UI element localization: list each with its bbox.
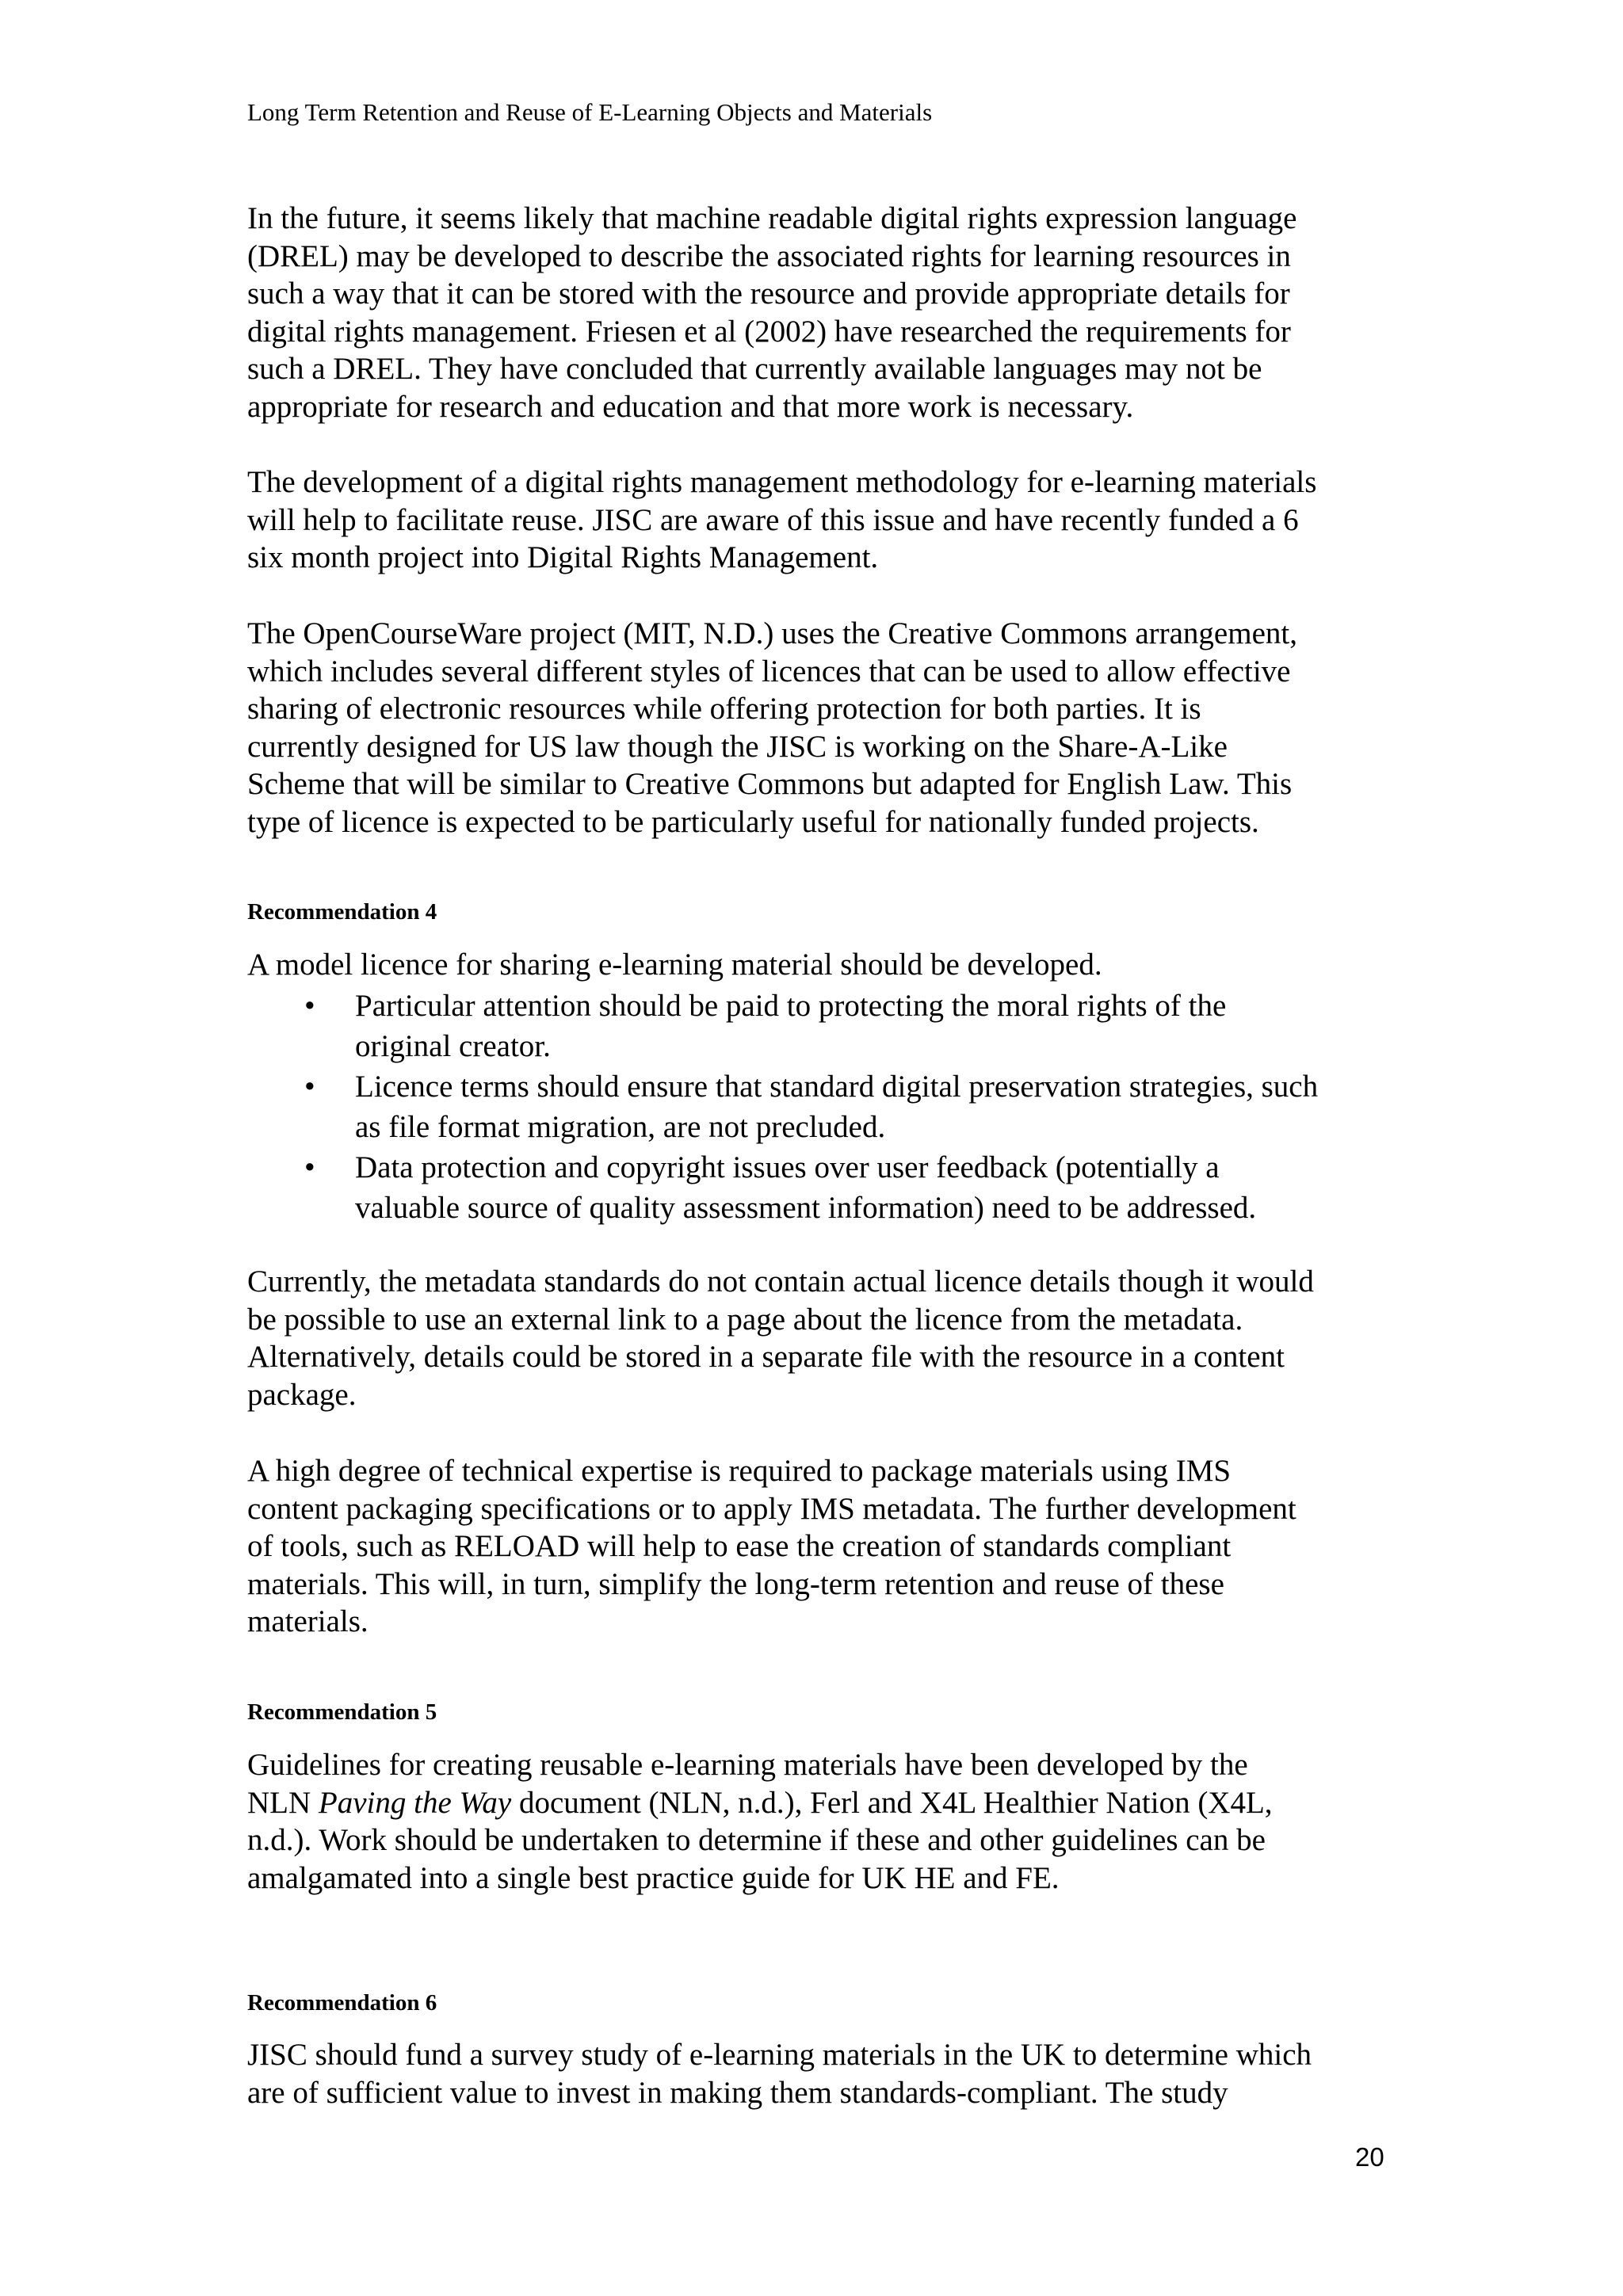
text-line: A high degree of technical expertise is required to package materials using IMS xyxy=(247,1454,1232,1488)
bullet-icon: • xyxy=(304,1070,315,1104)
running-header: Long Term Retention and Reuse of E-Learning Objects and Materials xyxy=(247,98,933,126)
text-line: are of sufficient value to invest in making them standards-compliant. The study xyxy=(247,2075,1228,2110)
text-line: which includes several different styles of licences that can be used to allow effective xyxy=(247,654,1291,688)
text-fragment: document (NLN, n.d.), Ferl and X4L Healthier Nation (X4L, xyxy=(511,1785,1273,1820)
text-line: In the future, it seems likely that machine readable digital rights expression language xyxy=(247,201,1297,235)
bullet-item xyxy=(247,986,1396,1066)
text-line: package. xyxy=(247,1377,357,1412)
recommendation-4-heading: Recommendation 4 xyxy=(247,899,437,925)
text-line: A model licence for sharing e-learning material should be developed. xyxy=(247,948,1102,982)
text-line: Guidelines for creating reusable e-learning materials have been developed by the xyxy=(247,1748,1248,1782)
text-line xyxy=(247,1784,1396,1822)
page-number: 20 xyxy=(1355,2142,1384,2172)
text-line: digital rights management. Friesen et al (2002) have researched the requirements for xyxy=(247,314,1291,349)
bullet-icon: • xyxy=(304,1150,315,1184)
recommendation-4-intro xyxy=(247,946,1396,984)
text-line: amalgamated into a single best practice guide for UK HE and FE. xyxy=(247,1860,1060,1895)
document-title-italic: Paving the Way xyxy=(318,1785,512,1820)
paragraph-technical-expertise xyxy=(247,1452,1396,1641)
text-line: JISC should fund a survey study of e-learning materials in the UK to determine which xyxy=(247,2038,1312,2072)
text-line: Particular attention should be paid to protecting the moral rights of the xyxy=(355,989,1227,1023)
text-line: Licence terms should ensure that standard digital preservation strategies, such xyxy=(355,1070,1319,1104)
text-fragment: NLN xyxy=(247,1785,319,1820)
text-line: sharing of electronic resources while offering protection for both parties. It is xyxy=(247,692,1201,726)
text-line: Currently, the metadata standards do not contain actual licence details though it would xyxy=(247,1264,1314,1299)
text-line: such a way that it can be stored with the resource and provide appropriate details for xyxy=(247,277,1290,311)
text-line: Scheme that will be similar to Creative Commons but adapted for English Law. This xyxy=(247,767,1293,801)
recommendation-5-heading: Recommendation 5 xyxy=(247,1699,437,1725)
recommendation-4-bullet-list xyxy=(247,986,1396,1228)
text-line: materials. This will, in turn, simplify the long-term retention and reuse of these xyxy=(247,1566,1224,1601)
text-line: currently designed for US law though the JISC is working on the Share-A-Like xyxy=(247,729,1228,764)
text-line: content packaging specifications or to apply IMS metadata. The further development xyxy=(247,1491,1296,1526)
text-line: type of licence is expected to be particularly useful for nationally funded projects. xyxy=(247,804,1259,839)
paragraph-opencourseware xyxy=(247,615,1396,841)
bullet-item xyxy=(247,1147,1396,1228)
text-line: Alternatively, details could be stored in a separate file with the resource in a content xyxy=(247,1340,1285,1374)
text-line: The development of a digital rights management methodology for e-learning materials xyxy=(247,465,1317,499)
text-line: (DREL) may be developed to describe the associated rights for learning resources in xyxy=(247,238,1291,273)
text-line: such a DREL. They have concluded that currently available languages may not be xyxy=(247,352,1262,386)
recommendation-5-text xyxy=(247,1746,1396,1897)
text-line: Data protection and copyright issues over user feedback (potentially a xyxy=(355,1150,1220,1184)
paragraph-drm-methodology xyxy=(247,463,1396,577)
bullet-icon: • xyxy=(304,989,315,1023)
text-line: original creator. xyxy=(355,1029,551,1063)
recommendation-6-heading: Recommendation 6 xyxy=(247,1990,437,2016)
text-line: The OpenCourseWare project (MIT, N.D.) uses the Creative Commons arrangement, xyxy=(247,616,1297,650)
text-line: valuable source of quality assessment information) need to be addressed. xyxy=(355,1191,1257,1225)
text-line: six month project into Digital Rights Management. xyxy=(247,540,879,574)
text-line: will help to facilitate reuse. JISC are aware of this issue and have recently funded a 6 xyxy=(247,502,1299,537)
text-line: of tools, such as RELOAD will help to ease the creation of standards compliant xyxy=(247,1529,1232,1563)
text-line: n.d.). Work should be undertaken to determine if these and other guidelines can be xyxy=(247,1823,1266,1857)
recommendation-6-text xyxy=(247,2036,1396,2111)
paragraph-drel xyxy=(247,200,1396,425)
bullet-item xyxy=(247,1066,1396,1147)
text-line: be possible to use an external link to a page about the licence from the metadata. xyxy=(247,1302,1243,1337)
text-line: appropriate for research and education and that more work is necessary. xyxy=(247,389,1134,424)
paragraph-metadata-licence xyxy=(247,1263,1396,1413)
text-line: as file format migration, are not precluded. xyxy=(355,1110,886,1144)
text-line: materials. xyxy=(247,1604,369,1638)
